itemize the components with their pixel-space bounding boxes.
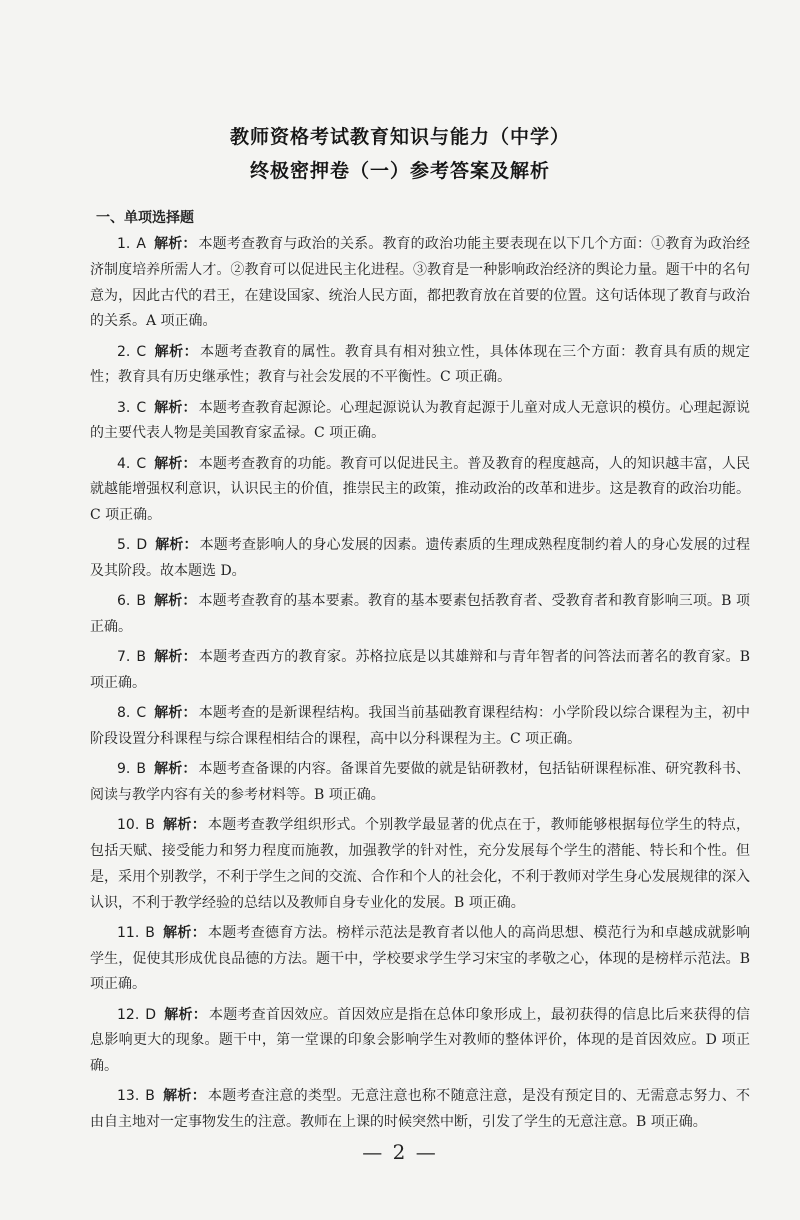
- answer-item: [90, 232, 750, 335]
- explanation-label: 解析：: [154, 343, 199, 360]
- answer-choice: B: [136, 593, 146, 610]
- explanation-label: 解析：: [154, 705, 197, 722]
- answer-choice: D: [145, 1006, 157, 1023]
- answer-item: [90, 452, 750, 529]
- explanation-text: 本题考查教育的功能。教育可以促进民主。普及教育的程度越高，人的知识越丰富，人民就越能增强权利意识，认识民主的价值，推崇民主的政策，推动政治的改革和进步。这是教育的政治功能。C 项正确。: [90, 455, 751, 524]
- answer-item: [90, 396, 750, 448]
- answer-choice: A: [136, 236, 146, 252]
- question-number: 4.: [117, 455, 131, 472]
- explanation-text: 本题考查德育方法。榜样示范法是教育者以他人的高尚思想、模范行为和卓越成就影响学生，促使其形成优良品德的方法。题干中，学校要求学生学习宋宝的孝敬之心，体现的是榜样示范法。B 项正确。: [90, 924, 751, 993]
- explanation-text: 本题考查注意的类型。无意注意也称不随意注意，是没有预定目的、无需意志努力、不由自主地对一定事物发生的注意。教师在上课的时候突然中断，引发了学生的无意注意。B 项正确。: [90, 1088, 751, 1131]
- explanation-label: 解析：: [164, 1006, 208, 1023]
- answer-item: [90, 701, 750, 753]
- question-number: 11.: [117, 924, 140, 941]
- question-number: 1.: [117, 236, 131, 252]
- explanation-text: 本题考查教育起源论。心理起源说认为教育起源于儿童对成人无意识的模仿。心理起源说的主要代表人物是美国教育家孟禄。C 项正确。: [90, 399, 751, 442]
- question-number: 7.: [117, 649, 131, 666]
- question-number: 8.: [117, 705, 131, 722]
- answer-choice: D: [136, 537, 148, 554]
- answer-choice: B: [136, 761, 146, 778]
- explanation-label: 解析：: [162, 817, 206, 834]
- explanation-label: 解析：: [153, 761, 197, 778]
- question-number: 6.: [117, 593, 131, 610]
- answer-item: [90, 1084, 750, 1136]
- explanation-text: 本题考查的是新课程结构。我国当前基础教育课程结构：小学阶段以综合课程为主，初中阶段设置分科课程与综合课程相结合的课程，高中以分科课程为主。C 项正确。: [90, 705, 751, 748]
- answer-list: [90, 232, 750, 1136]
- answer-item: [90, 340, 750, 392]
- explanation-text: 本题考查备课的内容。备课首先要做的就是钻研教材，包括钻研课程标准、研究教科书、阅读与教学内容有关的参考材料等。B 项正确。: [90, 761, 751, 804]
- answer-item: [90, 645, 750, 697]
- answer-content: [90, 206, 750, 1140]
- explanation-text: 本题考查首因效应。首因效应是指在总体印象形成上，最初获得的信息比后来获得的信息影响更大的现象。题干中，第一堂课的印象会影响学生对教师的整体评价，体现的是首因效应。D 项正确。: [90, 1006, 751, 1075]
- question-number: 12.: [117, 1006, 140, 1023]
- answer-item: [90, 921, 750, 998]
- answer-item: [90, 757, 750, 809]
- explanation-label: 解析：: [153, 236, 197, 252]
- explanation-label: 解析：: [162, 924, 206, 941]
- answer-item: [90, 1003, 750, 1080]
- page-subtitle: 终极密押卷（一）参考答案及解析: [249, 160, 550, 182]
- answer-item: [90, 533, 750, 585]
- page-title: 教师资格考试教育知识与能力（中学）: [229, 126, 570, 148]
- question-number: 2.: [117, 343, 131, 360]
- section-heading: 一、单项选择题: [96, 210, 194, 226]
- answer-choice: B: [145, 817, 155, 834]
- title-block: [0, 120, 800, 188]
- explanation-label: 解析：: [162, 1088, 206, 1105]
- explanation-text: 本题考查教学组织形式。个别教学最显著的优点在于，教师能够根据每位学生的特点，包括天赋、接受能力和努力程度而施教，加强教学的针对性，充分发展每个学生的潜能、特长和个性。但是，采用个别教学，不利于学生之间的交流、合作和个人的社会化，不利于教师对学生身心发展规律的深入认识，不利于教学经验的总结以及教师自身专业化的发展。B 项正确。: [90, 817, 751, 911]
- explanation-text: 本题考查教育的基本要素。教育的基本要素包括教育者、受教育者和教育影响三项。B 项正确。: [90, 593, 750, 636]
- explanation-text: 本题考查影响人的身心发展的因素。遗传素质的生理成熟程度制约着人的身心发展的过程及其阶段。故本题选 D。: [90, 537, 751, 580]
- answer-choice: C: [136, 343, 147, 360]
- answer-item: [90, 813, 750, 916]
- explanation-label: 解析：: [153, 649, 197, 666]
- explanation-text: 本题考查教育与政治的关系。教育的政治功能主要表现在以下几个方面：①教育为政治经济制度培养所需人才。②教育可以促进民主化进程。③教育是一种影响政治经济的舆论力量。题干中的名句意为，因此古代的君王，在建设国家、统治人民方面，都把教育放在首要的位置。这句话体现了教育与政治的关系。A 项正确。: [90, 236, 750, 330]
- answer-choice: C: [136, 455, 147, 472]
- answer-choice: B: [136, 649, 146, 666]
- question-number: 9.: [117, 761, 131, 778]
- answer-choice: B: [145, 1088, 155, 1105]
- explanation-text: 本题考查西方的教育家。苏格拉底是以其雄辩和与青年智者的问答法而著名的教育家。B 项正确。: [90, 649, 750, 692]
- explanation-text: 本题考查教育的属性。教育具有相对独立性，具体体现在三个方面：教育具有质的规定性；教育具有历史继承性；教育与社会发展的不平衡性。C 项正确。: [90, 343, 750, 386]
- question-number: 13.: [117, 1088, 140, 1105]
- question-number: 10.: [117, 817, 140, 834]
- explanation-label: 解析：: [153, 593, 197, 610]
- page-number: — 2 —: [362, 1140, 438, 1164]
- question-number: 5.: [117, 537, 131, 554]
- explanation-label: 解析：: [154, 455, 197, 472]
- answer-choice: C: [136, 705, 147, 722]
- explanation-label: 解析：: [155, 537, 198, 554]
- answer-choice: B: [145, 924, 155, 941]
- explanation-label: 解析：: [154, 399, 197, 416]
- answer-item: [90, 589, 750, 641]
- question-number: 3.: [117, 399, 131, 416]
- answer-choice: C: [136, 399, 147, 416]
